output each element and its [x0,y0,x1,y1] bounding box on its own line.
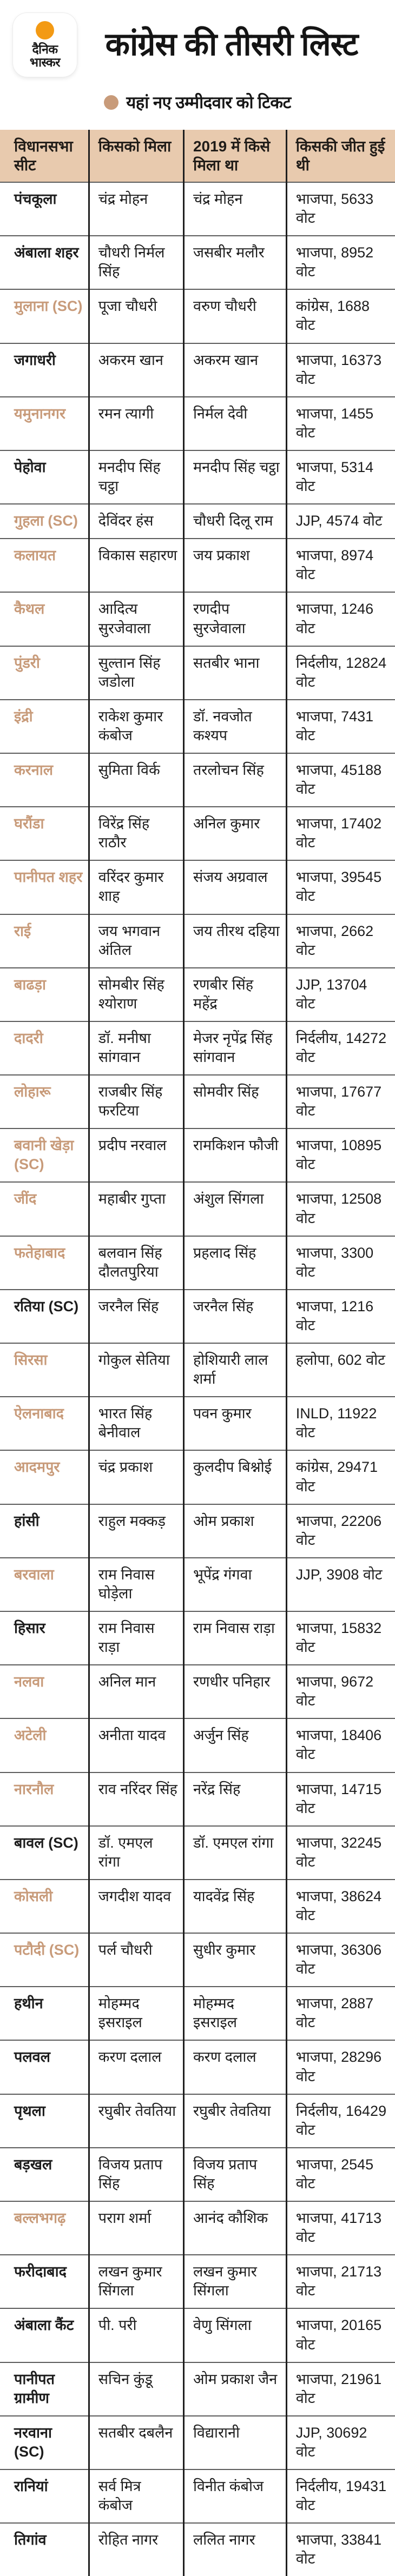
candidate-cell: अनीता यादव [89,1718,183,1772]
candidate-cell: रघुबीर तेवतिया [89,2094,183,2148]
seat-cell: अंबाला शहर [0,236,89,289]
candidate-cell: अनिल मान [89,1665,183,1718]
winner-cell: भाजपा, 10895 वोट [286,1128,395,1182]
winner-cell: भाजपा, 28296 वोट [286,2040,395,2094]
table-row [0,1611,395,1665]
table-row [0,2308,395,2362]
table-row [0,1826,395,1880]
candidate-cell: भारत सिंह बेनीवाल [89,1397,183,1450]
table-row [0,2040,395,2094]
table-row [0,1236,395,1290]
candidate-2019-cell: लखन कुमार सिंगला [183,2255,286,2308]
winner-cell: भाजपा, 12508 वोट [286,1182,395,1236]
winner-cell: कांग्रेस, 29471 वोट [286,1450,395,1504]
seat-cell: आदमपुर [0,1450,89,1504]
winner-cell: भाजपा, 33841 वोट [286,2523,395,2576]
candidate-2019-cell: मनदीप सिंह चट्ठा [183,450,286,504]
winner-cell: भाजपा, 1246 वोट [286,592,395,646]
candidate-cell: पर्ल चौधरी [89,1933,183,1987]
candidate-2019-cell: पवन कुमार [183,1397,286,1450]
winner-cell: भाजपा, 21713 वोट [286,2255,395,2308]
seat-cell: राई [0,914,89,968]
winner-cell: भाजपा, 9672 वोट [286,1665,395,1718]
seat-cell: फरीदाबाद [0,2255,89,2308]
table-row [0,2469,395,2523]
seat-cell: पृथला [0,2094,89,2148]
candidate-cell: महाबीर गुप्ता [89,1182,183,1236]
seat-cell: बावल (SC) [0,1826,89,1880]
candidate-2019-cell: सोमवीर सिंह [183,1075,286,1128]
seat-cell: रानियां [0,2469,89,2523]
winner-cell: JJP, 30692 वोट [286,2416,395,2469]
candidate-2019-cell: रघुबीर तेवतिया [183,2094,286,2148]
candidate-cell: सुल्तान सिंह जडोला [89,646,183,700]
seat-cell: नरवाना (SC) [0,2416,89,2469]
table-row [0,1450,395,1504]
candidate-2019-cell: निर्मल देवी [183,397,286,450]
table-row [0,450,395,504]
logo-text-line2: भास्कर [29,55,61,69]
candidate-cell: राकेश कुमार कंबोज [89,700,183,753]
col-header: किसकी जीत हुई थी [286,130,395,182]
winner-cell: भाजपा, 8974 वोट [286,539,395,592]
candidate-2019-cell: सतबीर भाना [183,646,286,700]
winner-cell: JJP, 3908 वोट [286,1558,395,1611]
candidate-2019-cell: अर्जुन सिंह [183,1718,286,1772]
candidate-2019-cell: रणबीर सिंह महेंद्र [183,968,286,1021]
seat-cell: नलवा [0,1665,89,1718]
candidate-2019-cell: रणदीप सुरजेवाला [183,592,286,646]
winner-cell: भाजपा, 39545 वोट [286,860,395,914]
candidate-cell: पूजा चौधरी [89,289,183,343]
candidate-2019-cell: भूपेंद्र गंगवा [183,1558,286,1611]
candidate-cell: सोमबीर सिंह श्योराण [89,968,183,1021]
seat-cell: जगाधरी [0,343,89,397]
table-row [0,182,395,236]
candidate-2019-cell: अकरम खान [183,343,286,397]
table-row [0,753,395,807]
table-row [0,2148,395,2201]
candidate-2019-cell: विनीत कंबोज [183,2469,286,2523]
table-row [0,539,395,592]
table-row [0,700,395,753]
winner-cell: भाजपा, 5633 वोट [286,182,395,236]
winner-cell: भाजपा, 32245 वोट [286,1826,395,1880]
seat-cell: बाढड़ा [0,968,89,1021]
candidate-cell: डॉ. मनीषा सांगवान [89,1021,183,1075]
table-row [0,2523,395,2576]
candidate-2019-cell: डॉ. नवजोत कश्यप [183,700,286,753]
results-table [0,130,395,2576]
table-row [0,1933,395,1987]
candidate-cell: देविंदर हंस [89,504,183,539]
seat-cell: कलायत [0,539,89,592]
candidate-2019-cell: कुलदीप बिश्नोई [183,1450,286,1504]
candidate-2019-cell: डॉ. एमएल रांगा [183,1826,286,1880]
candidate-2019-cell: जरनैल सिंह [183,1290,286,1343]
winner-cell: भाजपा, 5314 वोट [286,450,395,504]
seat-cell: इंद्री [0,700,89,753]
seat-cell: फतेहाबाद [0,1236,89,1290]
table-row [0,236,395,289]
candidate-2019-cell: रणधीर पनिहार [183,1665,286,1718]
table-row [0,807,395,860]
winner-cell: भाजपा, 14715 वोट [286,1772,395,1826]
seat-cell: मुलाना (SC) [0,289,89,343]
candidate-2019-cell: चौधरी दिलू राम [183,504,286,539]
candidate-cell: अकरम खान [89,343,183,397]
table-row [0,343,395,397]
seat-cell: कोसली [0,1880,89,1933]
seat-cell: पानीपत शहर [0,860,89,914]
seat-cell: पेहोवा [0,450,89,504]
winner-cell: भाजपा, 16373 वोट [286,343,395,397]
seat-cell: सिरसा [0,1343,89,1397]
table-row [0,2094,395,2148]
winner-cell: भाजपा, 1216 वोट [286,1290,395,1343]
winner-cell: INLD, 11922 वोट [286,1397,395,1450]
seat-cell: बड़खल [0,2148,89,2201]
table-row [0,1772,395,1826]
candidate-cell: मोहम्मद इसराइल [89,1987,183,2040]
winner-cell: हलोपा, 602 वोट [286,1343,395,1397]
table-row [0,968,395,1021]
seat-cell: जींद [0,1182,89,1236]
logo-orange-dot-icon [36,21,54,39]
table-row [0,1290,395,1343]
candidate-2019-cell: सुधीर कुमार [183,1933,286,1987]
candidate-cell: प्रदीप नरवाल [89,1128,183,1182]
winner-cell: निर्दलीय, 16429 वोट [286,2094,395,2148]
seat-cell: रतिया (SC) [0,1290,89,1343]
winner-cell: निर्दलीय, 12824 वोट [286,646,395,700]
candidate-cell: पराग शर्मा [89,2201,183,2255]
winner-cell: निर्दलीय, 19431 वोट [286,2469,395,2523]
candidate-2019-cell: ओम प्रकाश जैन [183,2362,286,2416]
candidate-2019-cell: राम निवास राड़ा [183,1611,286,1665]
candidate-cell: रोहित नागर [89,2523,183,2576]
table-row [0,1397,395,1450]
candidate-cell: राव नरिंदर सिंह [89,1772,183,1826]
table-row [0,2416,395,2469]
table-row [0,1075,395,1128]
seat-cell: घरौंडा [0,807,89,860]
table-row [0,1718,395,1772]
candidate-2019-cell: मोहम्मद इसराइल [183,1987,286,2040]
winner-cell: भाजपा, 1455 वोट [286,397,395,450]
seat-cell: पानीपत ग्रामीण [0,2362,89,2416]
candidate-cell: डॉ. एमएल रांगा [89,1826,183,1880]
page-title: कांग्रेस की तीसरी लिस्ट [105,26,358,63]
candidate-2019-cell: तरलोचन सिंह [183,753,286,807]
candidate-cell: विजय प्रताप सिंह [89,2148,183,2201]
winner-cell: JJP, 13704 वोट [286,968,395,1021]
table-row [0,504,395,539]
seat-cell: गुहला (SC) [0,504,89,539]
candidate-cell: चंद्र मोहन [89,182,183,236]
candidate-2019-cell: ओम प्रकाश [183,1504,286,1558]
winner-cell: भाजपा, 45188 वोट [286,753,395,807]
candidate-2019-cell: रामकिशन फौजी [183,1128,286,1182]
legend-tan-dot-icon [104,95,119,110]
winner-cell: भाजपा, 22206 वोट [286,1504,395,1558]
candidate-cell: राहुल मक्कड़ [89,1504,183,1558]
dainik-bhaskar-logo [13,13,77,77]
winner-cell: भाजपा, 17402 वोट [286,807,395,860]
candidate-cell: विकास सहारण [89,539,183,592]
winner-cell: भाजपा, 21961 वोट [286,2362,395,2416]
seat-cell: पटौदी (SC) [0,1933,89,1987]
table-row [0,289,395,343]
seat-cell: पंचकूला [0,182,89,236]
candidate-2019-cell: जसबीर मलौर [183,236,286,289]
table-row [0,860,395,914]
candidate-cell: पी. परी [89,2308,183,2362]
table-row [0,1128,395,1182]
table-row [0,646,395,700]
candidate-2019-cell: आनंद कौशिक [183,2201,286,2255]
candidate-2019-cell: संजय अग्रवाल [183,860,286,914]
winner-cell: भाजपा, 8952 वोट [286,236,395,289]
table-row [0,2255,395,2308]
table-row [0,2362,395,2416]
candidate-cell: चौधरी निर्मल सिंह [89,236,183,289]
winner-cell: कांग्रेस, 1688 वोट [286,289,395,343]
seat-cell: पुंडरी [0,646,89,700]
table-row [0,1987,395,2040]
seat-cell: ऐलनाबाद [0,1397,89,1450]
candidate-2019-cell: अंशुल सिंगला [183,1182,286,1236]
candidate-cell: मनदीप सिंह चट्ठा [89,450,183,504]
candidate-cell: सर्व मित्र कंबोज [89,2469,183,2523]
candidate-2019-cell: चंद्र मोहन [183,182,286,236]
table-header-row [0,130,395,182]
col-header: 2019 में किसे मिला था [183,130,286,182]
winner-cell: भाजपा, 3300 वोट [286,1236,395,1290]
table-row [0,1504,395,1558]
legend-text: यहां नए उम्मीदवार को टिकट [126,93,291,112]
winner-cell: भाजपा, 20165 वोट [286,2308,395,2362]
seat-cell: बवानी खेड़ा (SC) [0,1128,89,1182]
seat-cell: हिसार [0,1611,89,1665]
table-body [0,182,395,2576]
masthead [0,10,395,77]
col-header: किसको मिला [89,130,183,182]
title-wrap [77,13,386,77]
col-header: विधानसभा सीट [0,130,89,182]
table-row [0,592,395,646]
candidate-2019-cell: जय तीरथ दहिया [183,914,286,968]
seat-cell: अटेली [0,1718,89,1772]
candidate-2019-cell: प्रहलाद सिंह [183,1236,286,1290]
seat-cell: यमुनानगर [0,397,89,450]
table-row [0,1665,395,1718]
winner-cell: JJP, 4574 वोट [286,504,395,539]
candidate-cell: वरिंदर कुमार शाह [89,860,183,914]
candidate-cell: रमन त्यागी [89,397,183,450]
table-row [0,1558,395,1611]
candidate-2019-cell: अनिल कुमार [183,807,286,860]
seat-cell: बल्लभगढ़ [0,2201,89,2255]
winner-cell: भाजपा, 7431 वोट [286,700,395,753]
candidate-cell: बलवान सिंह दौलतपुरिया [89,1236,183,1290]
table-row [0,1343,395,1397]
candidate-2019-cell: करण दलाल [183,2040,286,2094]
candidate-cell: गोकुल सेतिया [89,1343,183,1397]
winner-cell: भाजपा, 2545 वोट [286,2148,395,2201]
table-row [0,1021,395,1075]
candidate-2019-cell: वेणु सिंगला [183,2308,286,2362]
candidate-cell: राम निवास राड़ा [89,1611,183,1665]
logo-text-line1: दैनिक [32,42,58,56]
candidate-cell: सुमिता विर्क [89,753,183,807]
candidate-2019-cell: वरुण चौधरी [183,289,286,343]
candidate-cell: लखन कुमार सिंगला [89,2255,183,2308]
seat-cell: करनाल [0,753,89,807]
winner-cell: भाजपा, 15832 वोट [286,1611,395,1665]
candidate-cell: आदित्य सुरजेवाला [89,592,183,646]
table-row [0,1182,395,1236]
winner-cell: भाजपा, 36306 वोट [286,1933,395,1987]
candidate-2019-cell: ललित नागर [183,2523,286,2576]
table-row [0,397,395,450]
seat-cell: अंबाला कैंट [0,2308,89,2362]
seat-cell: बरवाला [0,1558,89,1611]
table-row [0,914,395,968]
candidate-cell: सतबीर दबलैन [89,2416,183,2469]
candidate-cell: करण दलाल [89,2040,183,2094]
winner-cell: भाजपा, 18406 वोट [286,1718,395,1772]
candidate-2019-cell: नरेंद्र सिंह [183,1772,286,1826]
winner-cell: भाजपा, 17677 वोट [286,1075,395,1128]
candidate-2019-cell: होशियारी लाल शर्मा [183,1343,286,1397]
candidate-cell: जगदीश यादव [89,1880,183,1933]
winner-cell: भाजपा, 2887 वोट [286,1987,395,2040]
seat-cell: नारनौल [0,1772,89,1826]
winner-cell: भाजपा, 2662 वोट [286,914,395,968]
winner-cell: भाजपा, 41713 वोट [286,2201,395,2255]
candidate-cell: जय भगवान अंतिल [89,914,183,968]
seat-cell: हथीन [0,1987,89,2040]
seat-cell: पलवल [0,2040,89,2094]
seat-cell: कैथल [0,592,89,646]
candidate-2019-cell: विजय प्रताप सिंह [183,2148,286,2201]
candidate-cell: चंद्र प्रकाश [89,1450,183,1504]
candidate-2019-cell: मेजर नृपेंद्र सिंह सांगवान [183,1021,286,1075]
candidate-cell: सचिन कुंडू [89,2362,183,2416]
candidate-2019-cell: जय प्रकाश [183,539,286,592]
seat-cell: हांसी [0,1504,89,1558]
candidate-cell: जरनैल सिंह [89,1290,183,1343]
candidate-cell: विरेंद्र सिंह राठौर [89,807,183,860]
candidate-2019-cell: विद्यारानी [183,2416,286,2469]
seat-cell: दादरी [0,1021,89,1075]
candidate-2019-cell: यादवेंद्र सिंह [183,1880,286,1933]
winner-cell: भाजपा, 38624 वोट [286,1880,395,1933]
winner-cell: निर्दलीय, 14272 वोट [286,1021,395,1075]
candidate-cell: राजबीर सिंह फरटिया [89,1075,183,1128]
seat-cell: तिगांव [0,2523,89,2576]
table-row [0,1880,395,1933]
table-row [0,2201,395,2255]
candidate-cell: राम निवास घोड़ेला [89,1558,183,1611]
new-candidate-legend [0,91,395,114]
seat-cell: लोहारू [0,1075,89,1128]
